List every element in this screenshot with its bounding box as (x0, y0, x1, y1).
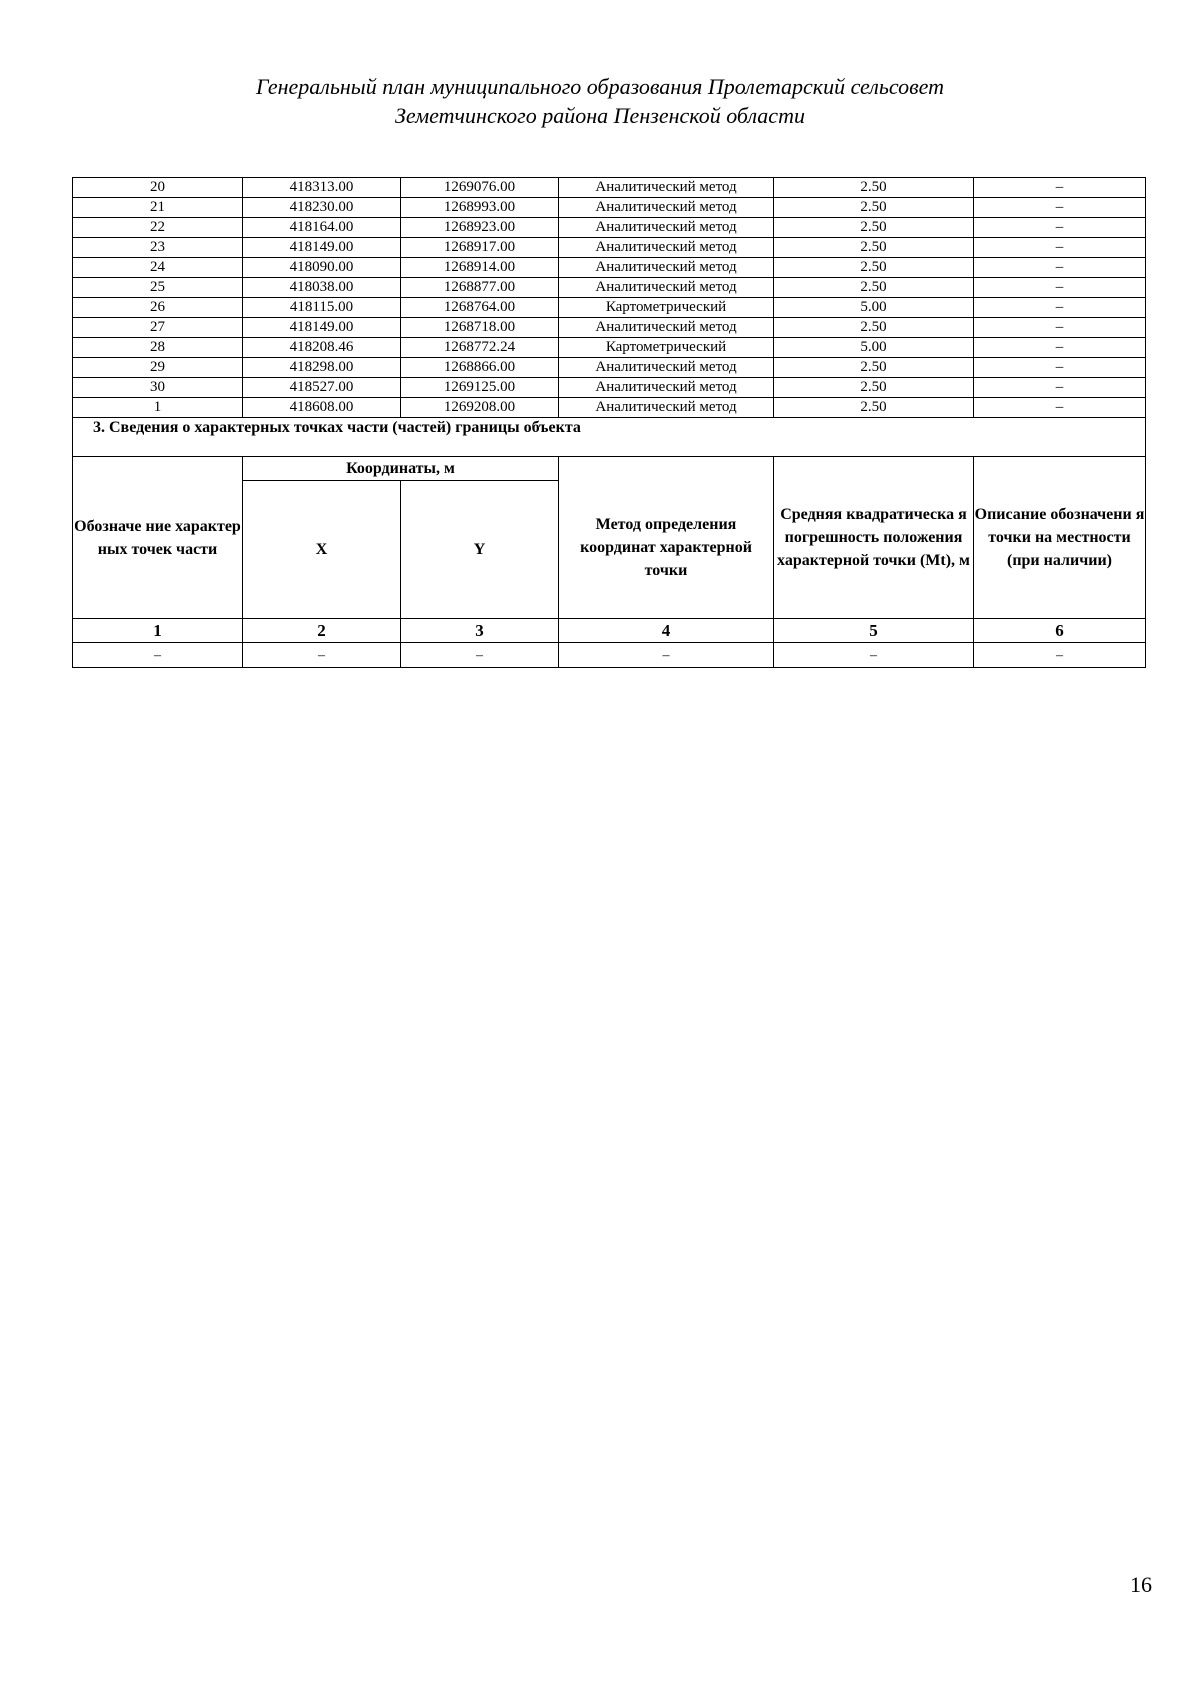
empty-cell: – (974, 643, 1146, 668)
error-cell: 2.50 (774, 398, 974, 418)
point-number-cell: 23 (73, 238, 243, 258)
x-coordinate-cell: 418230.00 (243, 198, 401, 218)
table-row (73, 338, 1146, 358)
y-coordinate-cell: 1268772.24 (401, 338, 559, 358)
description-cell: – (974, 178, 1146, 198)
error-cell: 2.50 (774, 178, 974, 198)
x-coordinate-cell: 418527.00 (243, 378, 401, 398)
column-number: 1 (73, 619, 243, 643)
table-row (73, 318, 1146, 338)
description-cell: – (974, 278, 1146, 298)
x-coordinate-cell: 418164.00 (243, 218, 401, 238)
point-number-cell: 21 (73, 198, 243, 218)
point-number-cell: 27 (73, 318, 243, 338)
table-row (73, 218, 1146, 238)
x-coordinate-cell: 418608.00 (243, 398, 401, 418)
description-cell: – (974, 218, 1146, 238)
point-number-cell: 1 (73, 398, 243, 418)
empty-row (73, 643, 1146, 668)
header-point-designation: Обозначе ние характер ных точек части (73, 457, 243, 619)
page-number: 16 (1130, 1572, 1152, 1597)
y-coordinate-cell: 1268866.00 (401, 358, 559, 378)
error-cell: 2.50 (774, 238, 974, 258)
x-coordinate-cell: 418090.00 (243, 258, 401, 278)
point-number-cell: 28 (73, 338, 243, 358)
header-method: Метод определения координат характерной точки (559, 457, 774, 619)
point-number-cell: 30 (73, 378, 243, 398)
table-row (73, 238, 1146, 258)
section-3-title: 3. Сведения о характерных точках части (частей) границы объекта (73, 418, 1146, 457)
header-x: X (243, 481, 401, 619)
error-cell: 2.50 (774, 378, 974, 398)
document-header (0, 72, 1200, 130)
table-row (73, 378, 1146, 398)
y-coordinate-cell: 1269125.00 (401, 378, 559, 398)
point-number-cell: 24 (73, 258, 243, 278)
y-coordinate-cell: 1268718.00 (401, 318, 559, 338)
x-coordinate-cell: 418115.00 (243, 298, 401, 318)
empty-cell: – (73, 643, 243, 668)
table-row (73, 358, 1146, 378)
column-numbers-row (73, 619, 1146, 643)
point-number-cell: 22 (73, 218, 243, 238)
method-cell: Аналитический метод (559, 278, 774, 298)
column-number: 3 (401, 619, 559, 643)
error-cell: 5.00 (774, 298, 974, 318)
table-row (73, 198, 1146, 218)
table-row (73, 298, 1146, 318)
y-coordinate-cell: 1268764.00 (401, 298, 559, 318)
point-number-cell: 20 (73, 178, 243, 198)
method-cell: Аналитический метод (559, 258, 774, 278)
y-coordinate-cell: 1268923.00 (401, 218, 559, 238)
header-line-1: Генеральный план муниципального образования Пролетарский сельсовет (255, 74, 944, 99)
empty-cell: – (559, 643, 774, 668)
method-cell: Аналитический метод (559, 358, 774, 378)
description-cell: – (974, 338, 1146, 358)
column-number: 2 (243, 619, 401, 643)
error-cell: 2.50 (774, 318, 974, 338)
header-coordinates: Координаты, м (243, 457, 559, 481)
empty-cell: – (401, 643, 559, 668)
y-coordinate-cell: 1268917.00 (401, 238, 559, 258)
description-cell: – (974, 238, 1146, 258)
description-cell: – (974, 358, 1146, 378)
column-number: 6 (974, 619, 1146, 643)
error-cell: 2.50 (774, 358, 974, 378)
description-cell: – (974, 198, 1146, 218)
method-cell: Аналитический метод (559, 398, 774, 418)
x-coordinate-cell: 418038.00 (243, 278, 401, 298)
y-coordinate-cell: 1268914.00 (401, 258, 559, 278)
point-number-cell: 25 (73, 278, 243, 298)
method-cell: Аналитический метод (559, 198, 774, 218)
error-cell: 2.50 (774, 198, 974, 218)
header-description: Описание обозначени я точки на местности (при наличии) (974, 457, 1146, 619)
y-coordinate-cell: 1268993.00 (401, 198, 559, 218)
method-cell: Аналитический метод (559, 238, 774, 258)
method-cell: Аналитический метод (559, 318, 774, 338)
method-cell: Аналитический метод (559, 218, 774, 238)
header-mean-error: Средняя квадратическа я погрешность положения характерной точки (Mt), м (774, 457, 974, 619)
method-cell: Картометрический (559, 338, 774, 358)
table-row (73, 178, 1146, 198)
description-cell: – (974, 258, 1146, 278)
table-row (73, 258, 1146, 278)
description-cell: – (974, 378, 1146, 398)
coordinates-table (72, 177, 1146, 668)
method-cell: Картометрический (559, 298, 774, 318)
x-coordinate-cell: 418298.00 (243, 358, 401, 378)
y-coordinate-cell: 1268877.00 (401, 278, 559, 298)
table-row (73, 278, 1146, 298)
table-row (73, 398, 1146, 418)
empty-cell: – (774, 643, 974, 668)
empty-cell: – (243, 643, 401, 668)
section-3 (73, 418, 1146, 668)
coordinates-rows (73, 178, 1146, 418)
error-cell: 2.50 (774, 258, 974, 278)
error-cell: 2.50 (774, 218, 974, 238)
description-cell: – (974, 398, 1146, 418)
y-coordinate-cell: 1269208.00 (401, 398, 559, 418)
method-cell: Аналитический метод (559, 178, 774, 198)
point-number-cell: 29 (73, 358, 243, 378)
error-cell: 2.50 (774, 278, 974, 298)
description-cell: – (974, 318, 1146, 338)
point-number-cell: 26 (73, 298, 243, 318)
error-cell: 5.00 (774, 338, 974, 358)
x-coordinate-cell: 418313.00 (243, 178, 401, 198)
header-line-2: Земетчинского района Пензенской области (395, 103, 805, 128)
header-y: Y (401, 481, 559, 619)
method-cell: Аналитический метод (559, 378, 774, 398)
y-coordinate-cell: 1269076.00 (401, 178, 559, 198)
column-number: 5 (774, 619, 974, 643)
x-coordinate-cell: 418149.00 (243, 318, 401, 338)
column-number: 4 (559, 619, 774, 643)
x-coordinate-cell: 418149.00 (243, 238, 401, 258)
description-cell: – (974, 298, 1146, 318)
x-coordinate-cell: 418208.46 (243, 338, 401, 358)
